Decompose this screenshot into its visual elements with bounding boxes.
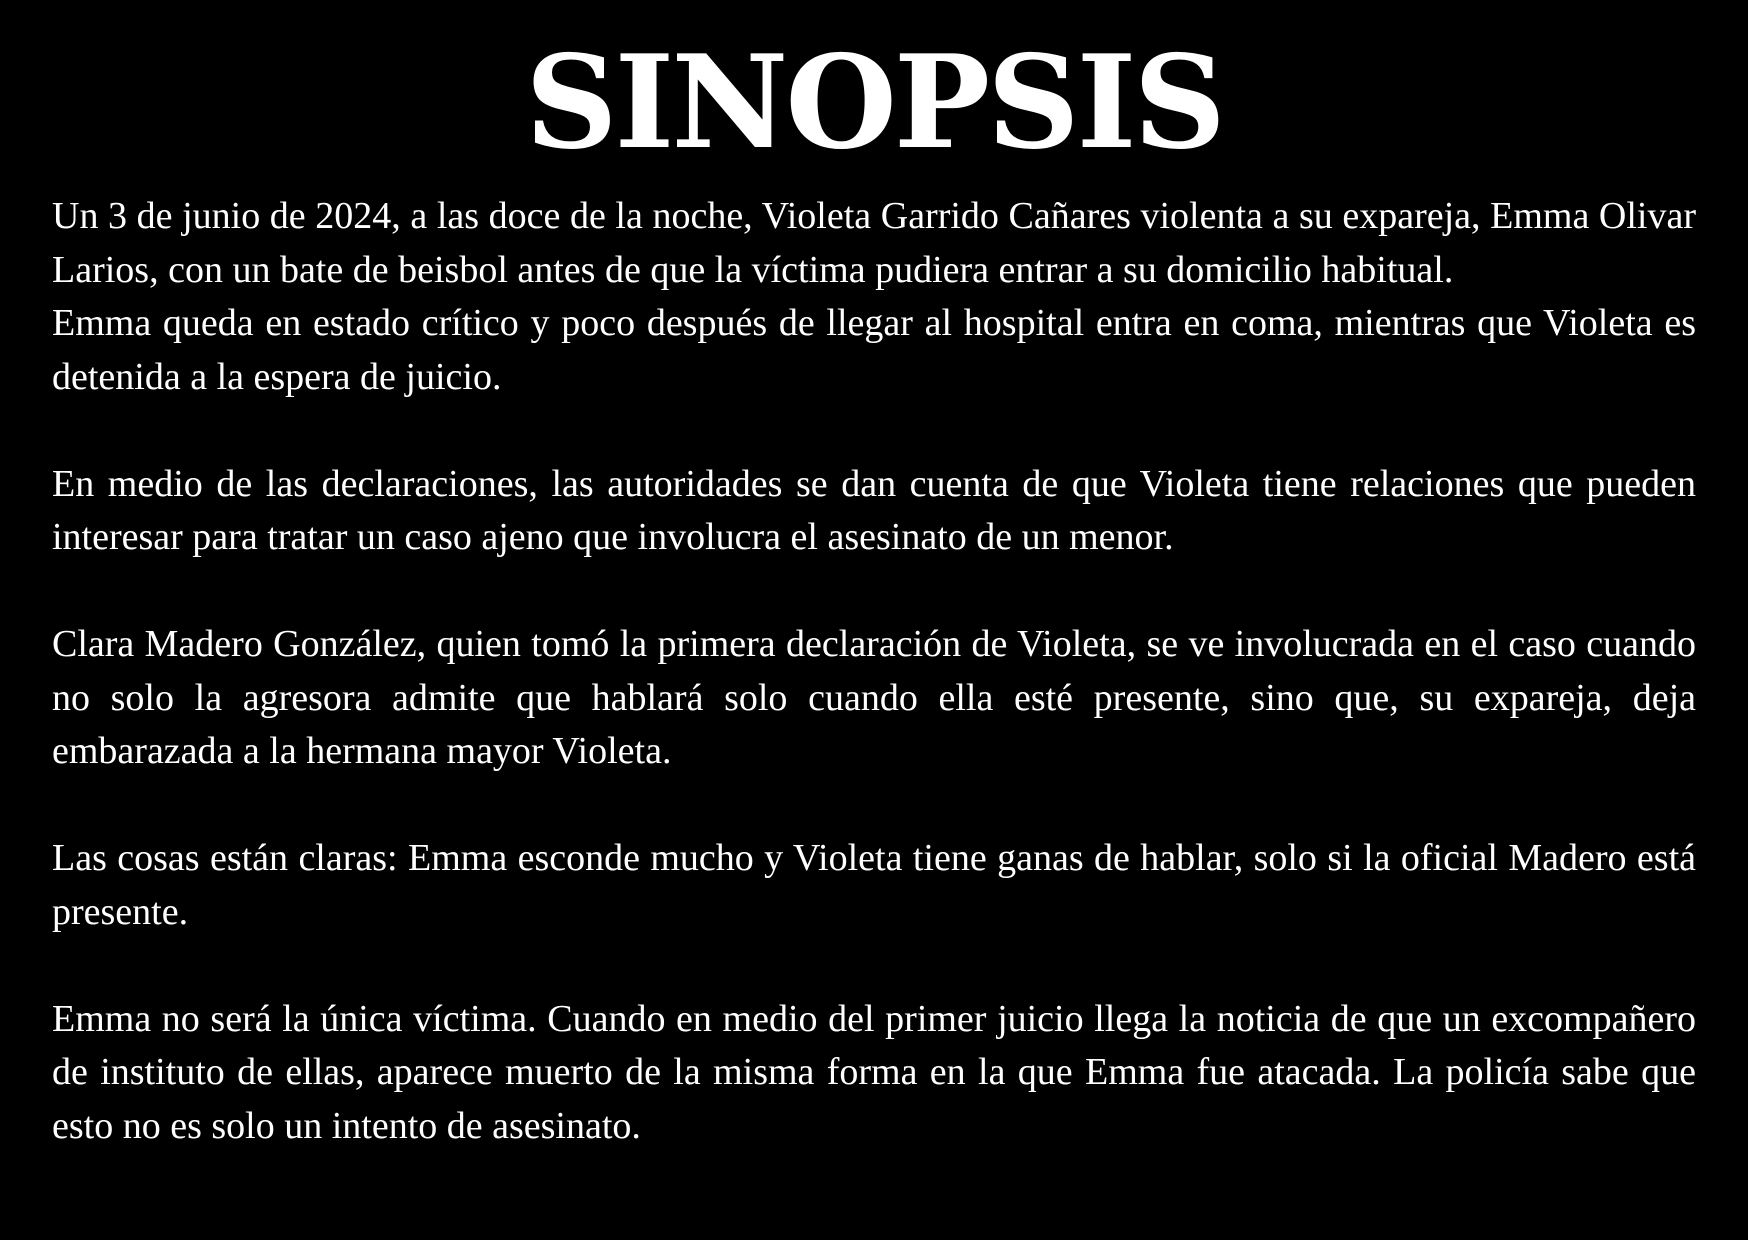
paragraph-1: Un 3 de junio de 2024, a las doce de la noche, Violeta Garrido Cañares violenta a su expareja, Emma Olivar Larios, con un bate de beisbol antes de que la víctima pudiera entrar a su domicilio habitual. <box>52 195 1696 291</box>
paragraph-6: Emma no será la única víctima. Cuando en medio del primer juicio llega la noticia de que un excompañero de instituto de ellas, aparece muerto de la misma forma en la que Emma fue atacada. La policía sabe que esto no es solo un intento de asesinato. <box>52 997 1696 1147</box>
paragraph-2: Emma queda en estado crítico y poco después de llegar al hospital entra en coma, mientras que Violeta es detenida a la espera de juicio. <box>52 302 1696 398</box>
paragraph-4: Clara Madero González, quien tomó la primera declaración de Violeta, se ve involucrada en el caso cuando no solo la agresora admite que hablará solo cuando ella esté presente, sino que, su expareja, deja embarazada a la hermana mayor Violeta. <box>52 623 1696 772</box>
paragraph-spacer <box>52 939 1696 993</box>
paragraph-spacer <box>52 404 1696 458</box>
paragraph-5: Las cosas están claras: Emma esconde mucho y Violeta tiene ganas de hablar, solo si la oficial Madero está presente. <box>52 837 1696 933</box>
page-title: SINOPSIS <box>525 28 1223 178</box>
paragraph-spacer <box>52 779 1696 833</box>
paragraph-3: En medio de las declaraciones, las autoridades se dan cuenta de que Violeta tiene relaciones que pueden interesar para tratar un caso ajeno que involucra el asesinato de un menor. <box>52 462 1696 558</box>
synopsis-body <box>52 190 1696 1153</box>
paragraph-spacer <box>52 565 1696 619</box>
